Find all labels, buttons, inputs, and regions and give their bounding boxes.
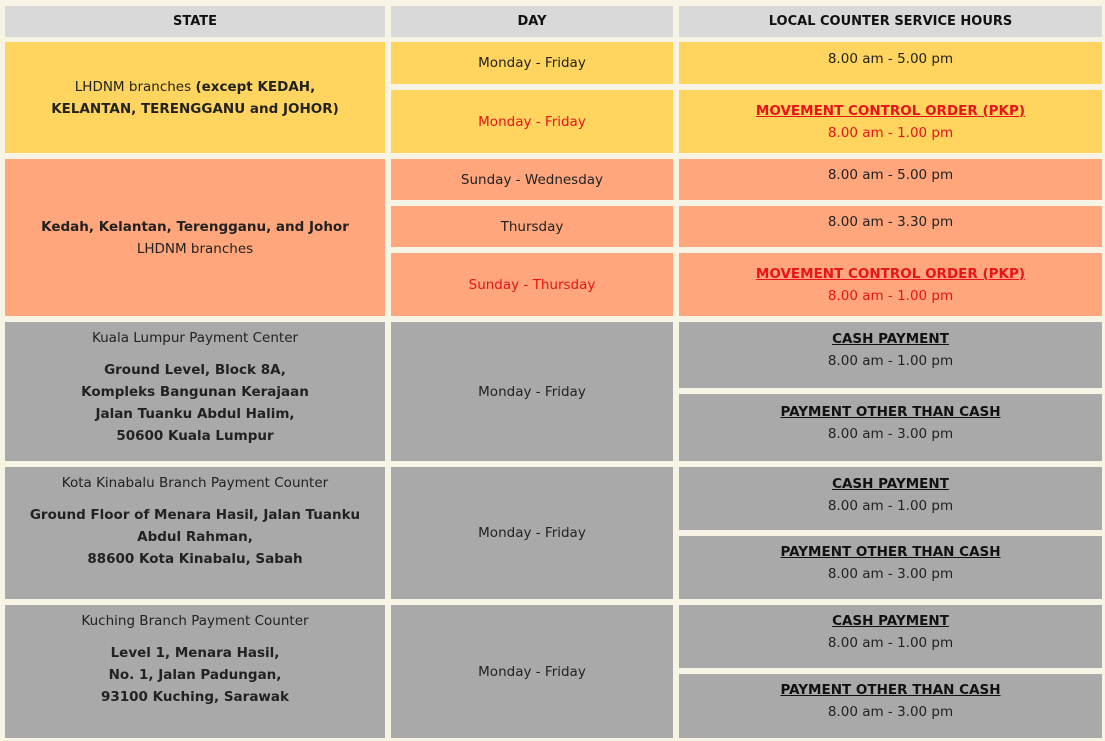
- cash-payment-label: CASH PAYMENT: [832, 613, 949, 629]
- pkp-hours: 8.00 am - 1.00 pm: [827, 124, 954, 141]
- cash-payment-label: CASH PAYMENT: [832, 476, 949, 492]
- other-payment-hours: 8.00 am - 3.00 pm: [827, 566, 954, 582]
- state-kuala-lumpur: [5, 322, 385, 461]
- kl-address-line: Ground Level, Block 8A,: [104, 362, 286, 378]
- day-kuala-lumpur: Monday - Friday: [391, 322, 673, 461]
- kl-title: Kuala Lumpur Payment Center: [91, 330, 299, 346]
- kch-address-line: 93100 Kuching, Sarawak: [100, 689, 289, 705]
- state-lhdnm-text: LHDNM branches (except KEDAH, KELANTAN, TERENGGANU and JOHOR): [51, 78, 339, 117]
- cash-payment-hours: 8.00 am - 1.00 pm: [827, 498, 954, 514]
- hours-kkt-1: 8.00 am - 5.00 pm: [679, 159, 1102, 200]
- kch-address-line: Level 1, Menara Hasil,: [110, 645, 280, 661]
- state-kota-kinabalu: [5, 467, 385, 599]
- state-kkt-text: Kedah, Kelantan, Terengganu, and Johor LHDNM branches: [41, 218, 349, 257]
- hours-kl-other: [679, 394, 1102, 461]
- day-kkt-pkp: Sunday - Thursday: [391, 253, 673, 316]
- other-payment-hours: 8.00 am - 3.00 pm: [827, 704, 954, 720]
- cash-payment-label: CASH PAYMENT: [832, 331, 949, 347]
- day-lhdnm-1: Monday - Friday: [391, 42, 673, 84]
- header-day: DAY: [391, 6, 673, 37]
- kl-address-line: 50600 Kuala Lumpur: [116, 428, 274, 444]
- day-lhdnm-pkp: Monday - Friday: [391, 90, 673, 153]
- state-lhdnm-branches: [5, 42, 385, 153]
- hours-kch-cash: [679, 605, 1102, 668]
- day-kota-kinabalu: Monday - Friday: [391, 467, 673, 599]
- day-kkt-1: Sunday - Wednesday: [391, 159, 673, 200]
- state-kuching: [5, 605, 385, 738]
- cash-payment-hours: 8.00 am - 1.00 pm: [827, 635, 954, 651]
- kch-address-line: No. 1, Jalan Padungan,: [108, 667, 282, 683]
- other-payment-label: PAYMENT OTHER THAN CASH: [780, 682, 1001, 698]
- day-kkt-2: Thursday: [391, 206, 673, 247]
- state-kkt-branches: [5, 159, 385, 316]
- kk-title: Kota Kinabalu Branch Payment Counter: [61, 475, 329, 491]
- cash-payment-hours: 8.00 am - 1.00 pm: [827, 353, 954, 369]
- header-state: STATE: [5, 6, 385, 37]
- pkp-hours: 8.00 am - 1.00 pm: [827, 287, 954, 304]
- hours-kkt-2: 8.00 am - 3.30 pm: [679, 206, 1102, 247]
- hours-lhdnm-pkp: [679, 90, 1102, 153]
- kl-address-line: Jalan Tuanku Abdul Halim,: [95, 406, 295, 422]
- header-hours: LOCAL COUNTER SERVICE HOURS: [679, 6, 1102, 37]
- pkp-label-link[interactable]: MOVEMENT CONTROL ORDER (PKP): [755, 102, 1026, 119]
- hours-kl-cash: [679, 322, 1102, 388]
- kl-address-line: Kompleks Bangunan Kerajaan: [81, 384, 309, 400]
- other-payment-label: PAYMENT OTHER THAN CASH: [780, 544, 1001, 560]
- hours-kkt-pkp: [679, 253, 1102, 316]
- kch-title: Kuching Branch Payment Counter: [81, 613, 309, 629]
- hours-kk-other: [679, 536, 1102, 599]
- kk-address-line: Ground Floor of Menara Hasil, Jalan Tuanku Abdul Rahman,: [29, 507, 361, 545]
- hours-kch-other: [679, 674, 1102, 738]
- day-kuching: Monday - Friday: [391, 605, 673, 738]
- kk-address-line: 88600 Kota Kinabalu, Sabah: [87, 551, 303, 567]
- hours-lhdnm-1: 8.00 am - 5.00 pm: [679, 42, 1102, 84]
- pkp-label-link[interactable]: MOVEMENT CONTROL ORDER (PKP): [755, 265, 1026, 282]
- hours-kk-cash: [679, 467, 1102, 530]
- other-payment-label: PAYMENT OTHER THAN CASH: [780, 404, 1001, 420]
- other-payment-hours: 8.00 am - 3.00 pm: [827, 426, 954, 442]
